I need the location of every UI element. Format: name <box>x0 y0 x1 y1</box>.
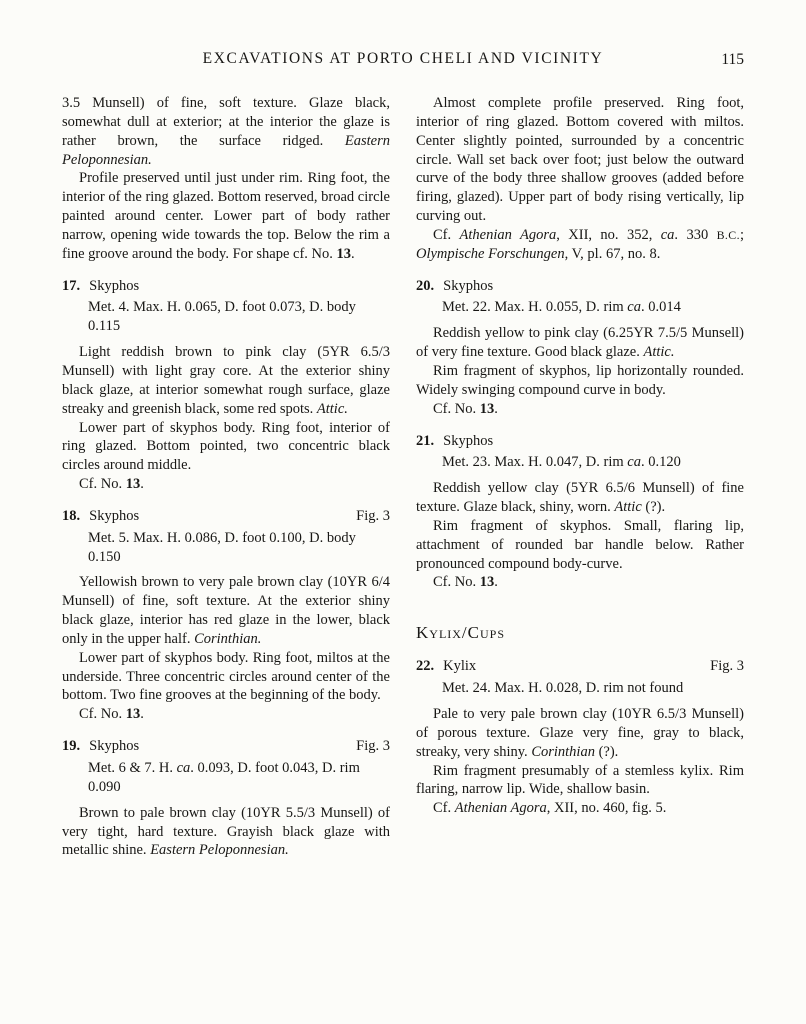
text-segment: Lower part of skyphos body. Ring foot, miltos at the underside. Three concentric circles around center of the bottom. Two fine grooves at the beginning of the body. <box>62 649 390 704</box>
paragraph <box>416 226 744 264</box>
catalog-entry-heading <box>62 277 390 296</box>
entry-heading-left <box>62 277 139 296</box>
text-segment: . 330 <box>674 226 717 243</box>
paragraph <box>62 573 390 648</box>
text-segment: Cf. No. <box>433 400 480 417</box>
text-segment: Cf. <box>433 800 455 817</box>
text-segment: Cf. No. <box>433 574 480 591</box>
text-segment: . <box>494 400 498 417</box>
figure-reference: Fig. 3 <box>356 507 390 524</box>
text-segment: B.C. <box>716 227 740 242</box>
entry-number: 20. <box>416 277 435 294</box>
figure-reference: Fig. 3 <box>356 738 390 755</box>
entry-metrics <box>62 298 390 336</box>
text-segment: Corinthian. <box>194 630 262 647</box>
running-title: EXCAVATIONS AT PORTO CHELI AND VICINITY <box>202 50 604 67</box>
text-segment: Brown to pale brown clay (10YR 5.5/3 Munsell) of very tight, hard texture. Grayish black glaze with metallic shine. <box>62 804 390 859</box>
running-head <box>62 50 744 72</box>
right-column <box>416 94 744 818</box>
paragraph <box>62 169 390 263</box>
entry-heading-left <box>62 737 139 756</box>
entry-label: Skyphos <box>89 738 140 755</box>
text-segment: Profile preserved until just under rim. Ring foot, the interior of the ring glazed. Bottom reserved, broad circle painted around center. Lower part of body rather narrow, opening wide towards the top. Below the rim a fine groove around the body. For shape cf. No. <box>62 170 390 262</box>
text-segment: Athenian Agora <box>459 226 557 243</box>
entry-number: 18. <box>62 507 81 524</box>
text-segment: 13 <box>125 476 141 493</box>
text-segment: Cf. No. <box>79 476 126 493</box>
text-segment: , XII, no. 352, <box>556 226 661 243</box>
paragraph <box>62 649 390 706</box>
text-segment: Met. 4. Max. H. 0.065, D. foot 0.073, D. body 0.115 <box>88 299 356 335</box>
text-segment: ca <box>627 299 641 316</box>
text-segment: . <box>140 706 144 723</box>
text-segment: Rim fragment of skyphos, lip horizontally rounded. Widely swinging compound curve in body. <box>416 362 744 398</box>
text-segment: Eastern Peloponnesian. <box>62 132 390 168</box>
paragraph <box>416 324 744 362</box>
text-segment: ; <box>739 226 745 243</box>
text-segment: 13 <box>479 574 495 591</box>
catalog-entry-heading <box>416 432 744 451</box>
paragraph <box>416 517 744 574</box>
paragraph <box>62 705 390 724</box>
text-segment: Met. 6 & 7. H. <box>88 760 177 776</box>
entry-number: 17. <box>62 277 81 294</box>
text-segment: Athenian Agora <box>454 800 547 817</box>
text-segment: Attic <box>614 499 642 516</box>
entry-label: Skyphos <box>89 507 140 524</box>
text-segment: Olympische Forschungen <box>416 245 565 262</box>
text-segment: . <box>140 476 144 493</box>
text-segment: Lower part of skyphos body. Ring foot, interior of ring glazed. Bottom pointed, two concentric black circles around middle. <box>62 419 390 474</box>
text-segment: 13 <box>336 245 351 262</box>
text-segment: (?). <box>641 499 666 516</box>
entry-heading-left <box>416 657 476 676</box>
text-segment: Pale to very pale brown clay (10YR 6.5/3 Munsell) of porous texture. Glaze very fine, gray to black, streaky, very shiny. <box>416 706 744 760</box>
text-segment: Almost complete profile preserved. Ring foot, interior of ring glazed. Bottom covered with miltos. Center slightly pointed, surrounded by a concentric circle. Wall set back over foot; just below the outward curve of the body three shallow grooves (added before firing, glazed). Upper part of body rising vertically, lip curving out. <box>416 95 744 225</box>
text-segment: . 0.093, D. foot 0.043, D. rim 0.090 <box>88 760 360 795</box>
section-heading: Kylix/Cups <box>416 623 506 643</box>
paragraph <box>416 94 744 226</box>
text-segment: . <box>494 574 498 591</box>
catalog-entry-heading <box>62 507 390 526</box>
catalog-entry-heading <box>416 657 744 676</box>
page-number: 115 <box>721 51 744 68</box>
text-segment: . <box>351 245 355 262</box>
paragraph <box>62 94 390 169</box>
catalog-entry-heading <box>62 737 390 756</box>
text-segment: Yellowish brown to very pale brown clay (10YR 6/4 Munsell) of fine, soft texture. At the exterior shiny black glaze, interior has red glaze in the lower, black only in the upper half. <box>62 574 390 647</box>
text-segment: Attic. <box>316 400 348 417</box>
text-segment: Met. 24. Max. H. 0.028, D. rim not found <box>442 680 684 697</box>
text-segment: Met. 23. Max. H. 0.047, D. rim <box>442 454 628 471</box>
text-segment: Eastern Peloponnesian. <box>150 842 289 859</box>
text-segment: Attic. <box>643 344 675 361</box>
text-segment: Light reddish brown to pink clay (5YR 6.5/3 Munsell) with light gray core. At the exterior shiny black glaze, at interior somewhat rough surface, glaze streaky and greenish black, some red spots. <box>62 344 390 417</box>
text-segment: ca <box>660 226 675 243</box>
text-segment: Met. 22. Max. H. 0.055, D. rim <box>442 299 628 316</box>
entry-number: 21. <box>416 432 435 449</box>
text-segment: Reddish yellow to pink clay (6.25YR 7.5/5 Munsell) of very fine texture. Good black glaze. <box>416 325 744 361</box>
entry-heading-left <box>416 432 493 451</box>
text-segment: , V, pl. 67, no. 8. <box>564 245 661 262</box>
paragraph <box>416 362 744 400</box>
text-segment: Met. 5. Max. H. 0.086, D. foot 0.100, D. body 0.150 <box>88 529 356 565</box>
paragraph <box>62 804 390 861</box>
text-segment: (?). <box>594 743 619 760</box>
text-segment: 3.5 Munsell) of fine, soft texture. Glaze black, somewhat dull at exterior; at the interior the glaze is rather brown, the surface ridged. <box>62 95 390 149</box>
entry-label: Skyphos <box>89 277 140 294</box>
paragraph <box>416 479 744 517</box>
left-column <box>62 94 390 860</box>
entry-metrics <box>62 759 390 797</box>
two-column-body <box>62 94 744 860</box>
entry-heading-left <box>416 277 493 296</box>
entry-number: 22. <box>416 658 435 675</box>
entry-metrics <box>416 679 744 698</box>
paragraph <box>416 762 744 800</box>
entry-label: Kylix <box>443 658 477 675</box>
text-segment: . 0.014 <box>640 299 681 316</box>
text-segment: 13 <box>479 400 495 417</box>
text-segment: Cf. No. <box>79 706 126 723</box>
entry-metrics <box>416 298 744 317</box>
text-segment: Cf. <box>433 226 460 243</box>
entry-metrics <box>62 529 390 567</box>
figure-reference: Fig. 3 <box>710 658 744 675</box>
text-segment: . 0.120 <box>640 454 681 471</box>
paragraph <box>416 573 744 592</box>
text-segment: , XII, no. 460, fig. 5. <box>546 800 667 817</box>
paragraph <box>416 400 744 419</box>
text-segment: Corinthian <box>531 743 595 760</box>
text-segment: 13 <box>125 706 141 723</box>
paragraph <box>62 419 390 476</box>
paragraph <box>416 705 744 762</box>
text-segment: Rim fragment of skyphos. Small, flaring lip, attachment of rounded bar handle below. Rather pronounced compound body-curve. <box>416 517 744 572</box>
entry-label: Skyphos <box>443 432 494 449</box>
text-segment: Reddish yellow clay (5YR 6.5/6 Munsell) of fine texture. Glaze black, shiny, worn. <box>416 480 744 516</box>
entry-label: Skyphos <box>443 277 494 294</box>
entry-metrics <box>416 453 744 472</box>
paragraph <box>62 343 390 418</box>
text-segment: ca <box>627 454 641 471</box>
entry-number: 19. <box>62 738 81 755</box>
paragraph <box>416 799 744 818</box>
text-segment: Rim fragment presumably of a stemless kylix. Rim flaring, narrow lip. Wide, shallow basin. <box>416 762 744 798</box>
paragraph <box>62 475 390 494</box>
entry-heading-left <box>62 507 139 526</box>
text-segment: ca <box>176 760 191 776</box>
catalog-entry-heading <box>416 277 744 296</box>
